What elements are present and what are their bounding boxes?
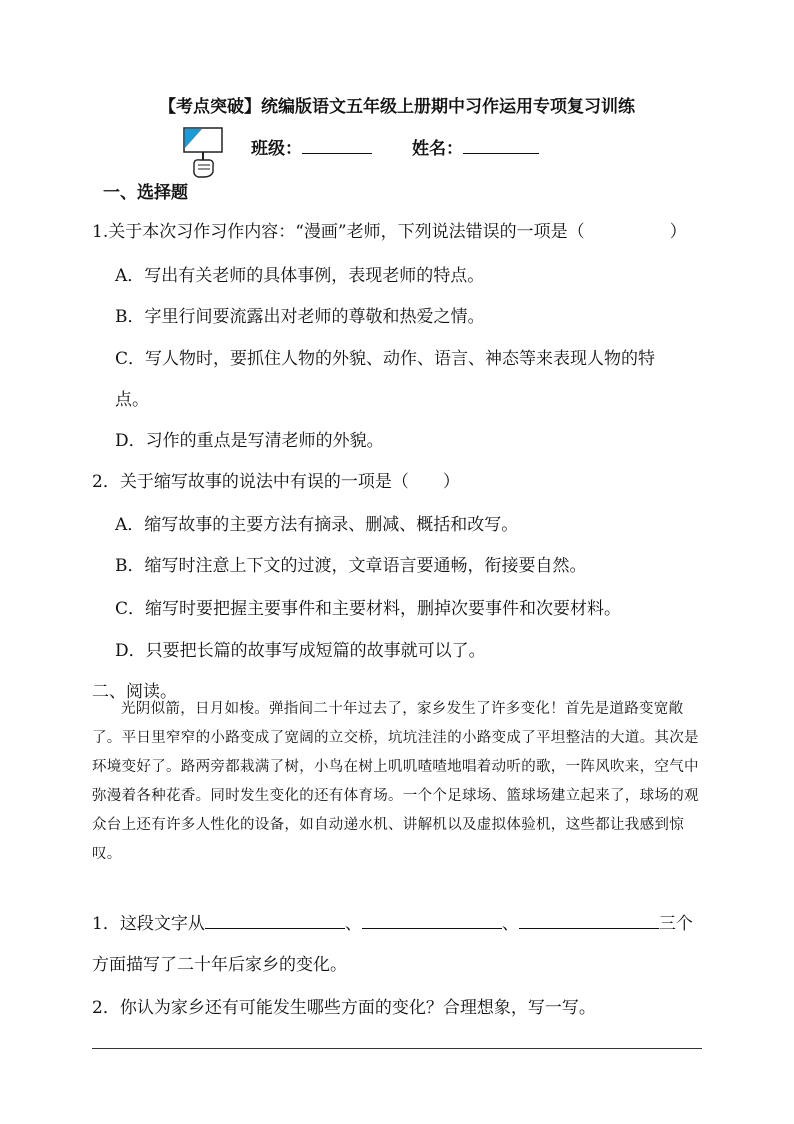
question-1-option-a[interactable]: A．写出有关老师的具体事例，表现老师的特点。	[115, 266, 485, 286]
reading-question-1-continued: 方面描写了二十年后家乡的变化。	[92, 955, 347, 975]
answer-line[interactable]	[92, 1048, 702, 1049]
class-field	[251, 134, 372, 159]
question-1-option-b[interactable]: B．字里行间要流露出对老师的尊敬和热爱之情。	[115, 307, 485, 327]
reading-q1-suffix: 三个	[658, 914, 693, 934]
reading-passage: 光阴似箭，日月如梭。弹指间二十年过去了，家乡发生了许多变化！首先是道路变宽敞了。平日里窄窄的小路变成了宽阔的立交桥，坑坑洼洼的小路变成了平坦整洁的大道。其次是环境变好了。路两旁都栽满了树，小鸟在树上叽叽喳喳地唱着动听的歌，一阵风吹来，空气中弥漫着各种花香。同时发生变化的还有体育场。一个个足球场、篮球场建立起来了，球场的观众台上还有许多人性化的设备，如自动递水机、讲解机以及虚拟体验机，这些都让我感到惊叹。	[92, 701, 699, 862]
question-2-option-d[interactable]: D．只要把长篇的故事写成短篇的故事就可以了。	[115, 641, 486, 661]
question-1-stem: 1.关于本次习作习作内容：“漫画”老师，下列说法错误的一项是（ ）	[92, 222, 687, 242]
name-field	[412, 134, 539, 159]
name-blank[interactable]	[463, 137, 539, 154]
reading-q1-sep-1: 、	[344, 914, 362, 934]
reading-question-2: 2．你认为家乡还有可能发生哪些方面的变化？合理想象，写一写。	[92, 998, 596, 1018]
class-blank[interactable]	[302, 137, 372, 154]
question-2-option-b[interactable]: B．缩写时注意上下文的过渡，文章语言要通畅，衔接要自然。	[115, 556, 587, 576]
section-heading-choice: 一、选择题	[103, 183, 188, 203]
question-2-option-c[interactable]: C．缩写时要把握主要事件和主要材料，删掉次要事件和次要材料。	[115, 599, 622, 619]
question-1-option-c[interactable]: C．写人物时，要抓住人物的外貌、动作、语言、神态等来表现人物的特	[115, 349, 656, 369]
answer-blank-1[interactable]	[205, 912, 345, 929]
reading-q1-sep-2: 、	[501, 914, 519, 934]
hand-sign-icon	[180, 126, 228, 180]
question-2-stem: 2．关于缩写故事的说法中有误的一项是（ ）	[92, 472, 460, 492]
reading-question-1	[92, 909, 693, 934]
class-label: 班级：	[251, 139, 302, 159]
page-title: 【考点突破】统编版语文五年级上册期中习作运用专项复习训练	[159, 97, 635, 117]
reading-q1-prefix: 1．这段文字从	[92, 914, 205, 934]
answer-blank-2[interactable]	[362, 912, 502, 929]
question-1-option-d[interactable]: D．习作的重点是写清老师的外貌。	[115, 431, 384, 451]
question-2-option-a[interactable]: A．缩写故事的主要方法有摘录、删减、概括和改写。	[115, 515, 519, 535]
section-heading-reading: 二、阅读。	[92, 682, 177, 702]
name-label: 姓名：	[412, 139, 463, 159]
answer-blank-3[interactable]	[519, 912, 659, 929]
question-1-option-c-continued: 点。	[115, 390, 149, 410]
